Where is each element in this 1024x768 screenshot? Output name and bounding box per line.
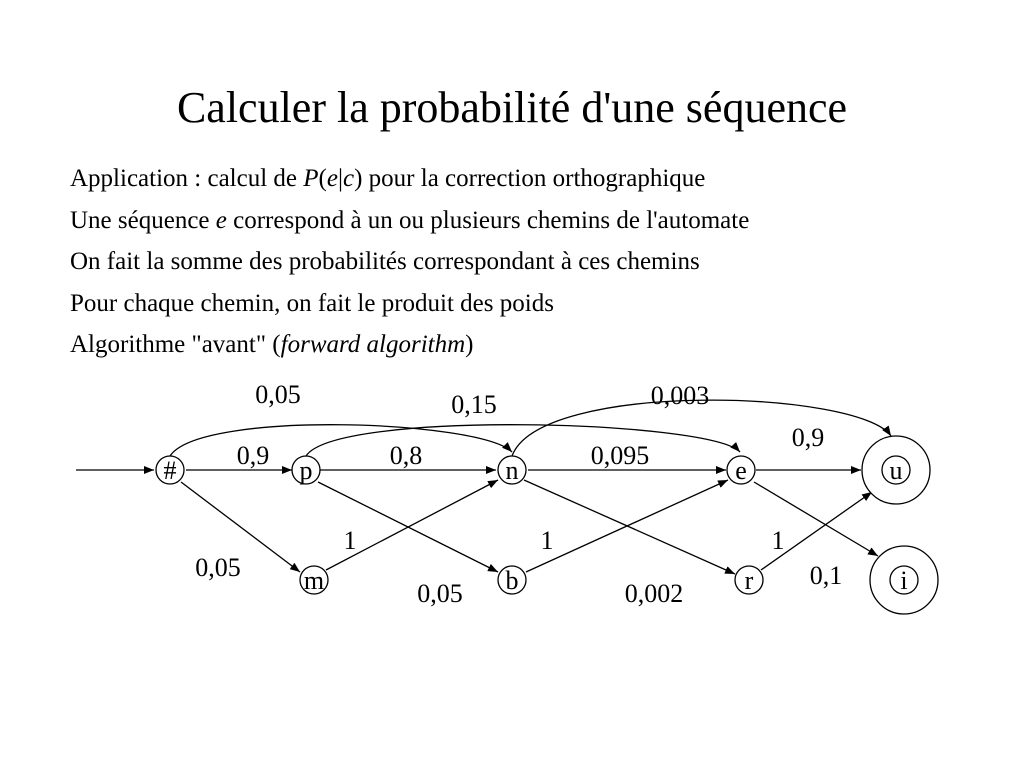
bullet-italic-text: e [215,206,227,234]
bullet-text: On fait la somme des probabilités correspondant à ces chemins [70,248,700,275]
state-label: n [505,456,519,485]
state-e [727,456,755,485]
state-n [498,456,526,485]
transition-hash-n [170,425,512,456]
bullet-text: correspond à un ou plusieurs chemins de l'automate [226,206,750,234]
bullet-text: ) pour la correction orthographique [354,165,706,192]
bullet-italic-text: forward algorithm [280,331,466,358]
state-label: b [505,566,519,595]
state-r [735,566,763,595]
transition-weight: 0,15 [451,390,497,419]
state-label: # [163,456,177,485]
transition-weight: 0,05 [195,553,241,582]
bullet-text: Application : calcul de [70,165,304,192]
state-i [870,546,938,614]
state-u [862,436,930,504]
state-label: u [889,456,903,485]
bullet-italic-text: c [343,165,355,192]
transition-weight: 0,002 [624,579,684,608]
transition-m-n [326,480,498,570]
state-label: i [900,566,908,595]
transition-weight: 0,095 [590,441,650,470]
state-label: p [299,456,313,485]
state-b [498,566,526,595]
bullet-text: ( [318,165,327,192]
state-m [300,566,328,595]
state-hash [156,456,184,485]
transition-weight: 0,05 [255,380,301,409]
bullet-italic-text: e [326,165,338,192]
transition-weight: 0,003 [650,381,710,410]
state-label: e [735,456,747,485]
transition-weight: 0,9 [791,423,825,452]
transition-weight: 0,9 [236,441,270,470]
transition-n-r [524,480,735,574]
state-label: r [744,566,754,595]
bullet-text: ) [465,331,474,358]
bullet-text: Une séquence [70,206,216,234]
state-label: m [303,566,325,595]
transition-weight: 0,1 [809,561,843,590]
transition-weight: 0,8 [389,441,423,470]
transition-weight: 1 [343,526,357,555]
bullet-text: Algorithme "avant" ( [70,331,281,358]
slide-title: Calculer la probabilité d'une séquence [176,83,848,132]
bullet-text: | [337,165,343,192]
state-p [292,456,320,485]
bullet-italic-text: P [303,165,319,192]
transition-weight: 1 [540,526,554,555]
transition-weight: 0,05 [417,579,463,608]
bullet-text: Pour chaque chemin, on fait le produit des poids [70,289,554,317]
transition-weight: 1 [771,526,785,555]
